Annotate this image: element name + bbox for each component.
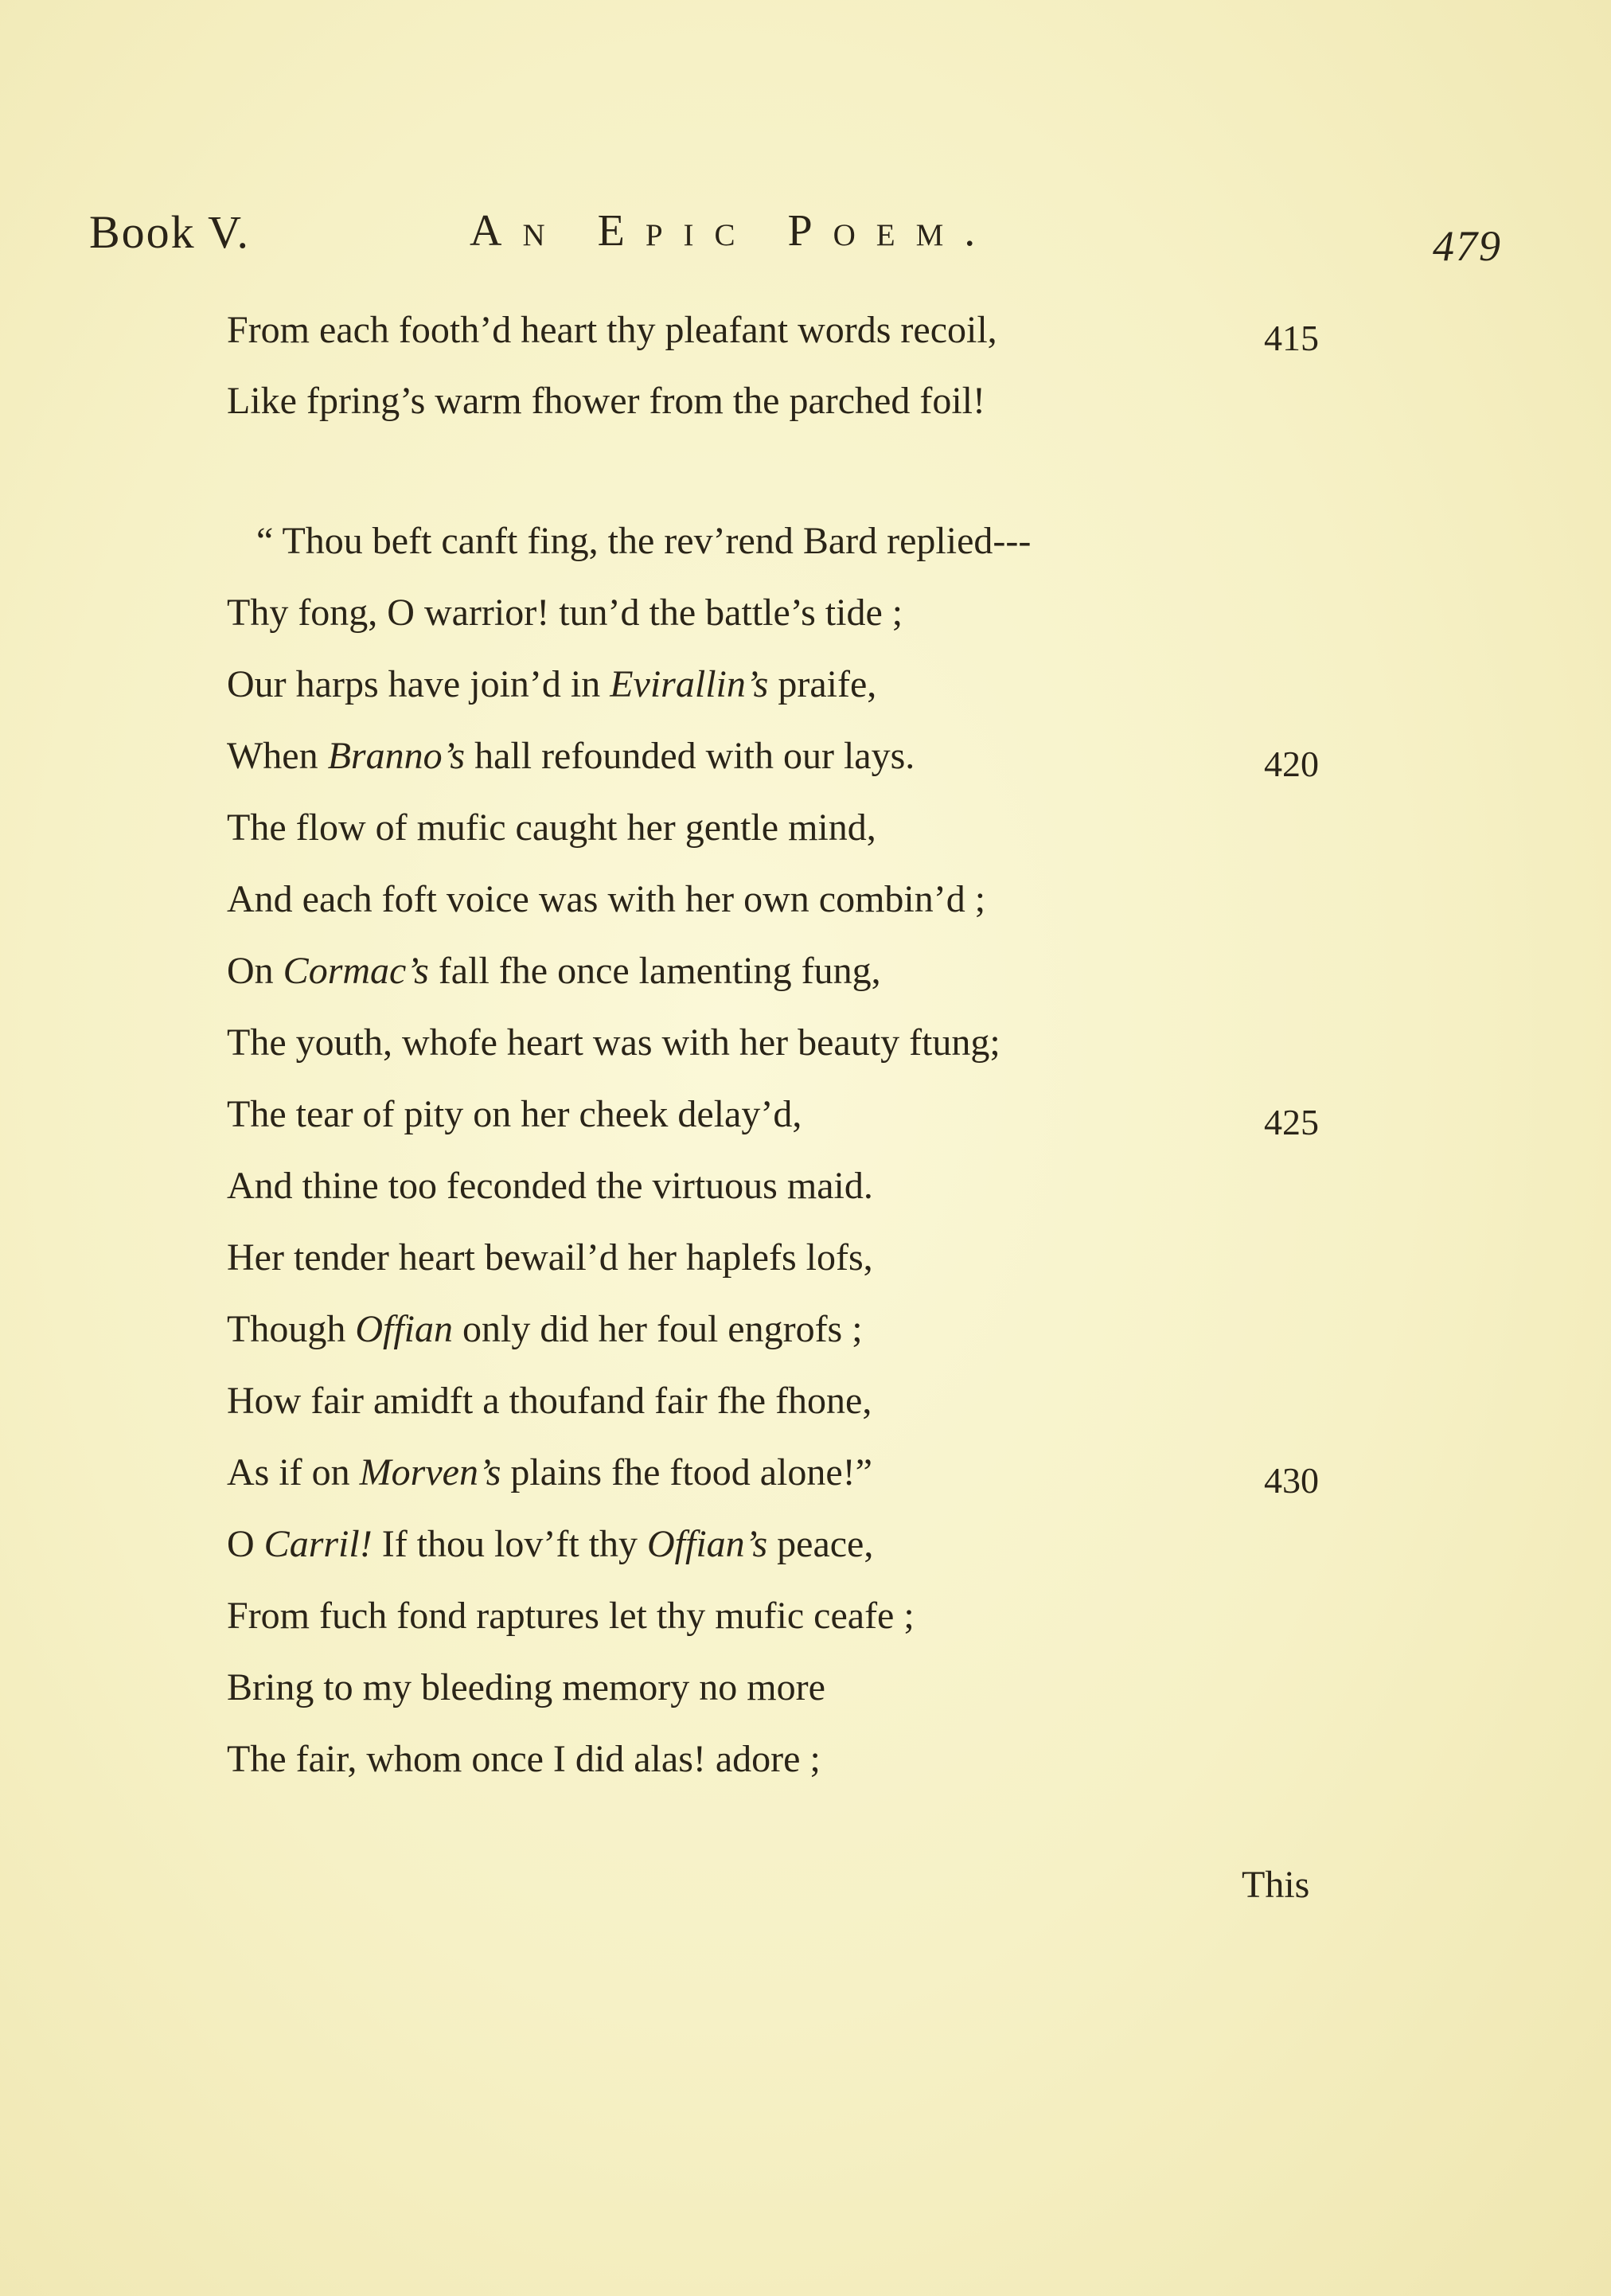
poem-line: “ Thou beft canft fing, the rev’rend Bard replied--- <box>256 520 1032 562</box>
poem-line: And each foft voice was with her own combin’d ; <box>227 878 986 920</box>
poem-line: From each footh’d heart thy pleafant words recoil, <box>227 309 997 351</box>
poem-line: The fair, whom once I did alas! adore ; <box>227 1738 821 1780</box>
poem-line: As if on Morven’s plains fhe ftood alone!” <box>227 1451 872 1494</box>
poem-line: When Branno’s hall refounded with our lays. <box>227 735 915 777</box>
book-label: Book V. <box>89 206 251 258</box>
poem-line: O Carril! If thou lov’ft thy Offian’s peace, <box>227 1523 874 1565</box>
poem-line: The tear of pity on her cheek delay’d, <box>227 1093 802 1135</box>
poem-line: The youth, whofe heart was with her beauty ftung; <box>227 1021 1001 1064</box>
poem-line: On Cormac’s fall fhe once lamenting fung, <box>227 950 881 992</box>
poem-line: Thy fong, O warrior! tun’d the battle’s tide ; <box>227 592 903 634</box>
line-number: 420 <box>1264 744 1319 784</box>
poem-line: Though Offian only did her foul engrofs ; <box>227 1308 863 1350</box>
line-number: 425 <box>1264 1102 1319 1142</box>
catchword: This <box>1242 1864 1310 1906</box>
line-number: 430 <box>1264 1460 1319 1501</box>
running-head-title <box>470 205 996 256</box>
poem-line: Our harps have join’d in Evirallin’s praife, <box>227 663 877 705</box>
poem-line: Bring to my bleeding memory no more <box>227 1666 825 1708</box>
line-number: 415 <box>1264 318 1319 358</box>
page-number: 479 <box>1433 222 1502 270</box>
poem-line: From fuch fond raptures let thy mufic ceafe ; <box>227 1595 915 1637</box>
poem-line: And thine too feconded the virtuous maid. <box>227 1165 873 1207</box>
poem-line: The flow of mufic caught her gentle mind, <box>227 806 876 849</box>
running-head-book <box>89 205 250 259</box>
poem-line: Her tender heart bewail’d her haplefs lofs, <box>227 1236 873 1279</box>
running-title: An Epic Poem. <box>470 206 997 256</box>
poem-line: How fair amidft a thoufand fair fhe fhone, <box>227 1380 872 1422</box>
poem-line: Like fpring’s warm fhower from the parched foil! <box>227 380 985 422</box>
